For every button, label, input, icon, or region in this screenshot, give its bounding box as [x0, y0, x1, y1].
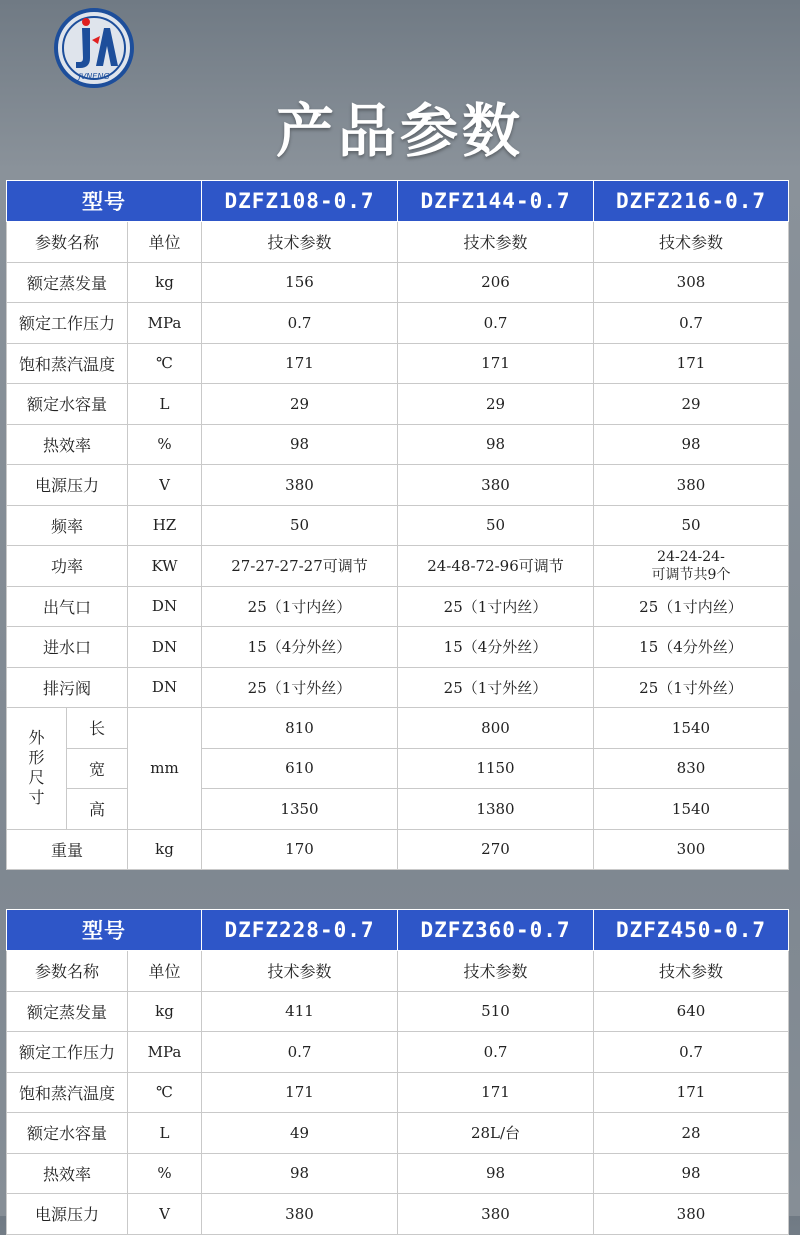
param-name: 饱和蒸汽温度: [7, 1072, 128, 1113]
param-value: 171: [398, 343, 594, 384]
dimension-name: 长: [67, 708, 128, 749]
param-value: 830: [594, 748, 789, 789]
spec-table-1: [6, 180, 789, 870]
param-value: 27-27-27-27可调节: [202, 546, 398, 587]
param-unit: V: [128, 465, 202, 506]
logo-icon: [52, 6, 136, 90]
sub-header-row: [7, 222, 789, 263]
table-row: [7, 829, 789, 870]
param-value: 308: [594, 262, 789, 303]
param-name: 额定水容量: [7, 1113, 128, 1154]
model-name: DZFZ228-0.7: [202, 910, 398, 951]
logo-text: JVNENG: [78, 72, 110, 81]
param-unit: kg: [128, 991, 202, 1032]
param-value: 380: [398, 465, 594, 506]
param-value: 380: [202, 1194, 398, 1235]
param-value: 1350: [202, 789, 398, 830]
param-value: 98: [398, 1153, 594, 1194]
param-name-header: 参数名称: [7, 951, 128, 992]
param-value: 98: [594, 424, 789, 465]
dimension-group-char: 外: [28, 728, 45, 748]
param-value: 800: [398, 708, 594, 749]
param-value: 28: [594, 1113, 789, 1154]
table-row: [7, 384, 789, 425]
param-value: 15（4分外丝）: [202, 627, 398, 668]
param-name: 出气口: [7, 586, 128, 627]
dimension-name: 宽: [67, 748, 128, 789]
param-value: 0.7: [202, 1032, 398, 1073]
param-value: 0.7: [398, 303, 594, 344]
model-name: DZFZ144-0.7: [398, 181, 594, 222]
param-unit: kg: [128, 829, 202, 870]
tech-param-header: 技术参数: [202, 222, 398, 263]
param-name: 额定蒸发量: [7, 262, 128, 303]
param-value: 380: [594, 1194, 789, 1235]
table-row: [7, 667, 789, 708]
model-header-label: 型号: [7, 910, 202, 951]
param-name: 热效率: [7, 1153, 128, 1194]
param-unit: MPa: [128, 1032, 202, 1073]
table-row: [7, 586, 789, 627]
param-unit: V: [128, 1194, 202, 1235]
dimension-row: [7, 708, 789, 749]
param-name: 电源压力: [7, 465, 128, 506]
param-unit: MPa: [128, 303, 202, 344]
param-value: 156: [202, 262, 398, 303]
param-value: 29: [202, 384, 398, 425]
table-row: [7, 1032, 789, 1073]
spec-table-2: [6, 909, 789, 1235]
param-name: 重量: [7, 829, 128, 870]
param-value: 1380: [398, 789, 594, 830]
param-name: 饱和蒸汽温度: [7, 343, 128, 384]
dimension-row: [7, 748, 789, 789]
param-value: 15（4分外丝）: [594, 627, 789, 668]
param-name: 额定水容量: [7, 384, 128, 425]
param-value: 15（4分外丝）: [398, 627, 594, 668]
model-header-label: 型号: [7, 181, 202, 222]
param-value: 24-48-72-96可调节: [398, 546, 594, 587]
dimension-unit: mm: [128, 708, 202, 830]
dimension-group-char: 形: [28, 748, 45, 768]
param-value: 28L/台: [398, 1113, 594, 1154]
table-row: [7, 1072, 789, 1113]
tech-param-header: 技术参数: [594, 951, 789, 992]
param-value: 510: [398, 991, 594, 1032]
param-name: 额定蒸发量: [7, 991, 128, 1032]
model-name: DZFZ450-0.7: [594, 910, 789, 951]
param-value: 171: [202, 1072, 398, 1113]
param-value: 50: [202, 505, 398, 546]
param-value-multiline: 24-24-24- 可调节共9个: [594, 546, 789, 587]
company-logo: [52, 6, 136, 90]
param-value: 171: [594, 343, 789, 384]
param-value: 171: [202, 343, 398, 384]
param-value: 270: [398, 829, 594, 870]
model-header-row: [7, 181, 789, 222]
param-name: 额定工作压力: [7, 1032, 128, 1073]
param-value: 1540: [594, 708, 789, 749]
param-value: 380: [594, 465, 789, 506]
param-unit: L: [128, 1113, 202, 1154]
param-value: 98: [202, 1153, 398, 1194]
param-unit: DN: [128, 586, 202, 627]
param-name: 进水口: [7, 627, 128, 668]
param-unit: DN: [128, 667, 202, 708]
sub-header-row: [7, 951, 789, 992]
param-value: 98: [398, 424, 594, 465]
param-value: 49: [202, 1113, 398, 1154]
param-value: 300: [594, 829, 789, 870]
tech-param-header: 技术参数: [202, 951, 398, 992]
page-title: 产品参数: [275, 97, 524, 165]
model-name: DZFZ360-0.7: [398, 910, 594, 951]
param-value: 810: [202, 708, 398, 749]
model-header-row: [7, 910, 789, 951]
unit-header: 单位: [128, 951, 202, 992]
table-row: [7, 465, 789, 506]
param-name: 频率: [7, 505, 128, 546]
param-value: 171: [398, 1072, 594, 1113]
param-value: 25（1寸内丝）: [594, 586, 789, 627]
table-row: [7, 1113, 789, 1154]
param-unit: HZ: [128, 505, 202, 546]
table-row: [7, 424, 789, 465]
model-name: DZFZ216-0.7: [594, 181, 789, 222]
dimension-group-char: 尺: [28, 768, 45, 788]
param-value: 380: [398, 1194, 594, 1235]
param-value: 29: [594, 384, 789, 425]
table-row: [7, 627, 789, 668]
param-value: 170: [202, 829, 398, 870]
param-name: 电源压力: [7, 1194, 128, 1235]
param-name-header: 参数名称: [7, 222, 128, 263]
dimension-group-char: 寸: [28, 788, 45, 808]
param-unit: L: [128, 384, 202, 425]
param-value: 1540: [594, 789, 789, 830]
tech-param-header: 技术参数: [594, 222, 789, 263]
param-value: 206: [398, 262, 594, 303]
param-name: 额定工作压力: [7, 303, 128, 344]
param-value: 98: [202, 424, 398, 465]
table-row: [7, 991, 789, 1032]
dimension-group-label: [7, 708, 67, 830]
table-row: [7, 1153, 789, 1194]
param-value: 25（1寸外丝）: [594, 667, 789, 708]
param-name: 排污阀: [7, 667, 128, 708]
unit-header: 单位: [128, 222, 202, 263]
table-row: [7, 505, 789, 546]
param-unit: ℃: [128, 343, 202, 384]
param-unit: %: [128, 424, 202, 465]
param-unit: ℃: [128, 1072, 202, 1113]
param-value: 29: [398, 384, 594, 425]
param-value: 0.7: [398, 1032, 594, 1073]
param-value: 610: [202, 748, 398, 789]
param-unit: %: [128, 1153, 202, 1194]
param-value: 640: [594, 991, 789, 1032]
param-value: 0.7: [594, 1032, 789, 1073]
dimension-row: [7, 789, 789, 830]
dimension-name: 高: [67, 789, 128, 830]
model-name: DZFZ108-0.7: [202, 181, 398, 222]
param-value: 25（1寸外丝）: [202, 667, 398, 708]
table-row: [7, 262, 789, 303]
param-name: 功率: [7, 546, 128, 587]
param-value: 25（1寸内丝）: [202, 586, 398, 627]
param-value: 380: [202, 465, 398, 506]
table-row: [7, 546, 789, 587]
param-value: 25（1寸内丝）: [398, 586, 594, 627]
param-value: 0.7: [594, 303, 789, 344]
param-value: 50: [594, 505, 789, 546]
param-value: 25（1寸外丝）: [398, 667, 594, 708]
table-row: [7, 303, 789, 344]
table-row: [7, 1194, 789, 1235]
param-value: 1150: [398, 748, 594, 789]
table-row: [7, 343, 789, 384]
param-unit: KW: [128, 546, 202, 587]
tech-param-header: 技术参数: [398, 222, 594, 263]
param-unit: DN: [128, 627, 202, 668]
param-name: 热效率: [7, 424, 128, 465]
param-value: 411: [202, 991, 398, 1032]
param-unit: kg: [128, 262, 202, 303]
param-value: 171: [594, 1072, 789, 1113]
param-value: 0.7: [202, 303, 398, 344]
param-value: 50: [398, 505, 594, 546]
param-value: 98: [594, 1153, 789, 1194]
tech-param-header: 技术参数: [398, 951, 594, 992]
